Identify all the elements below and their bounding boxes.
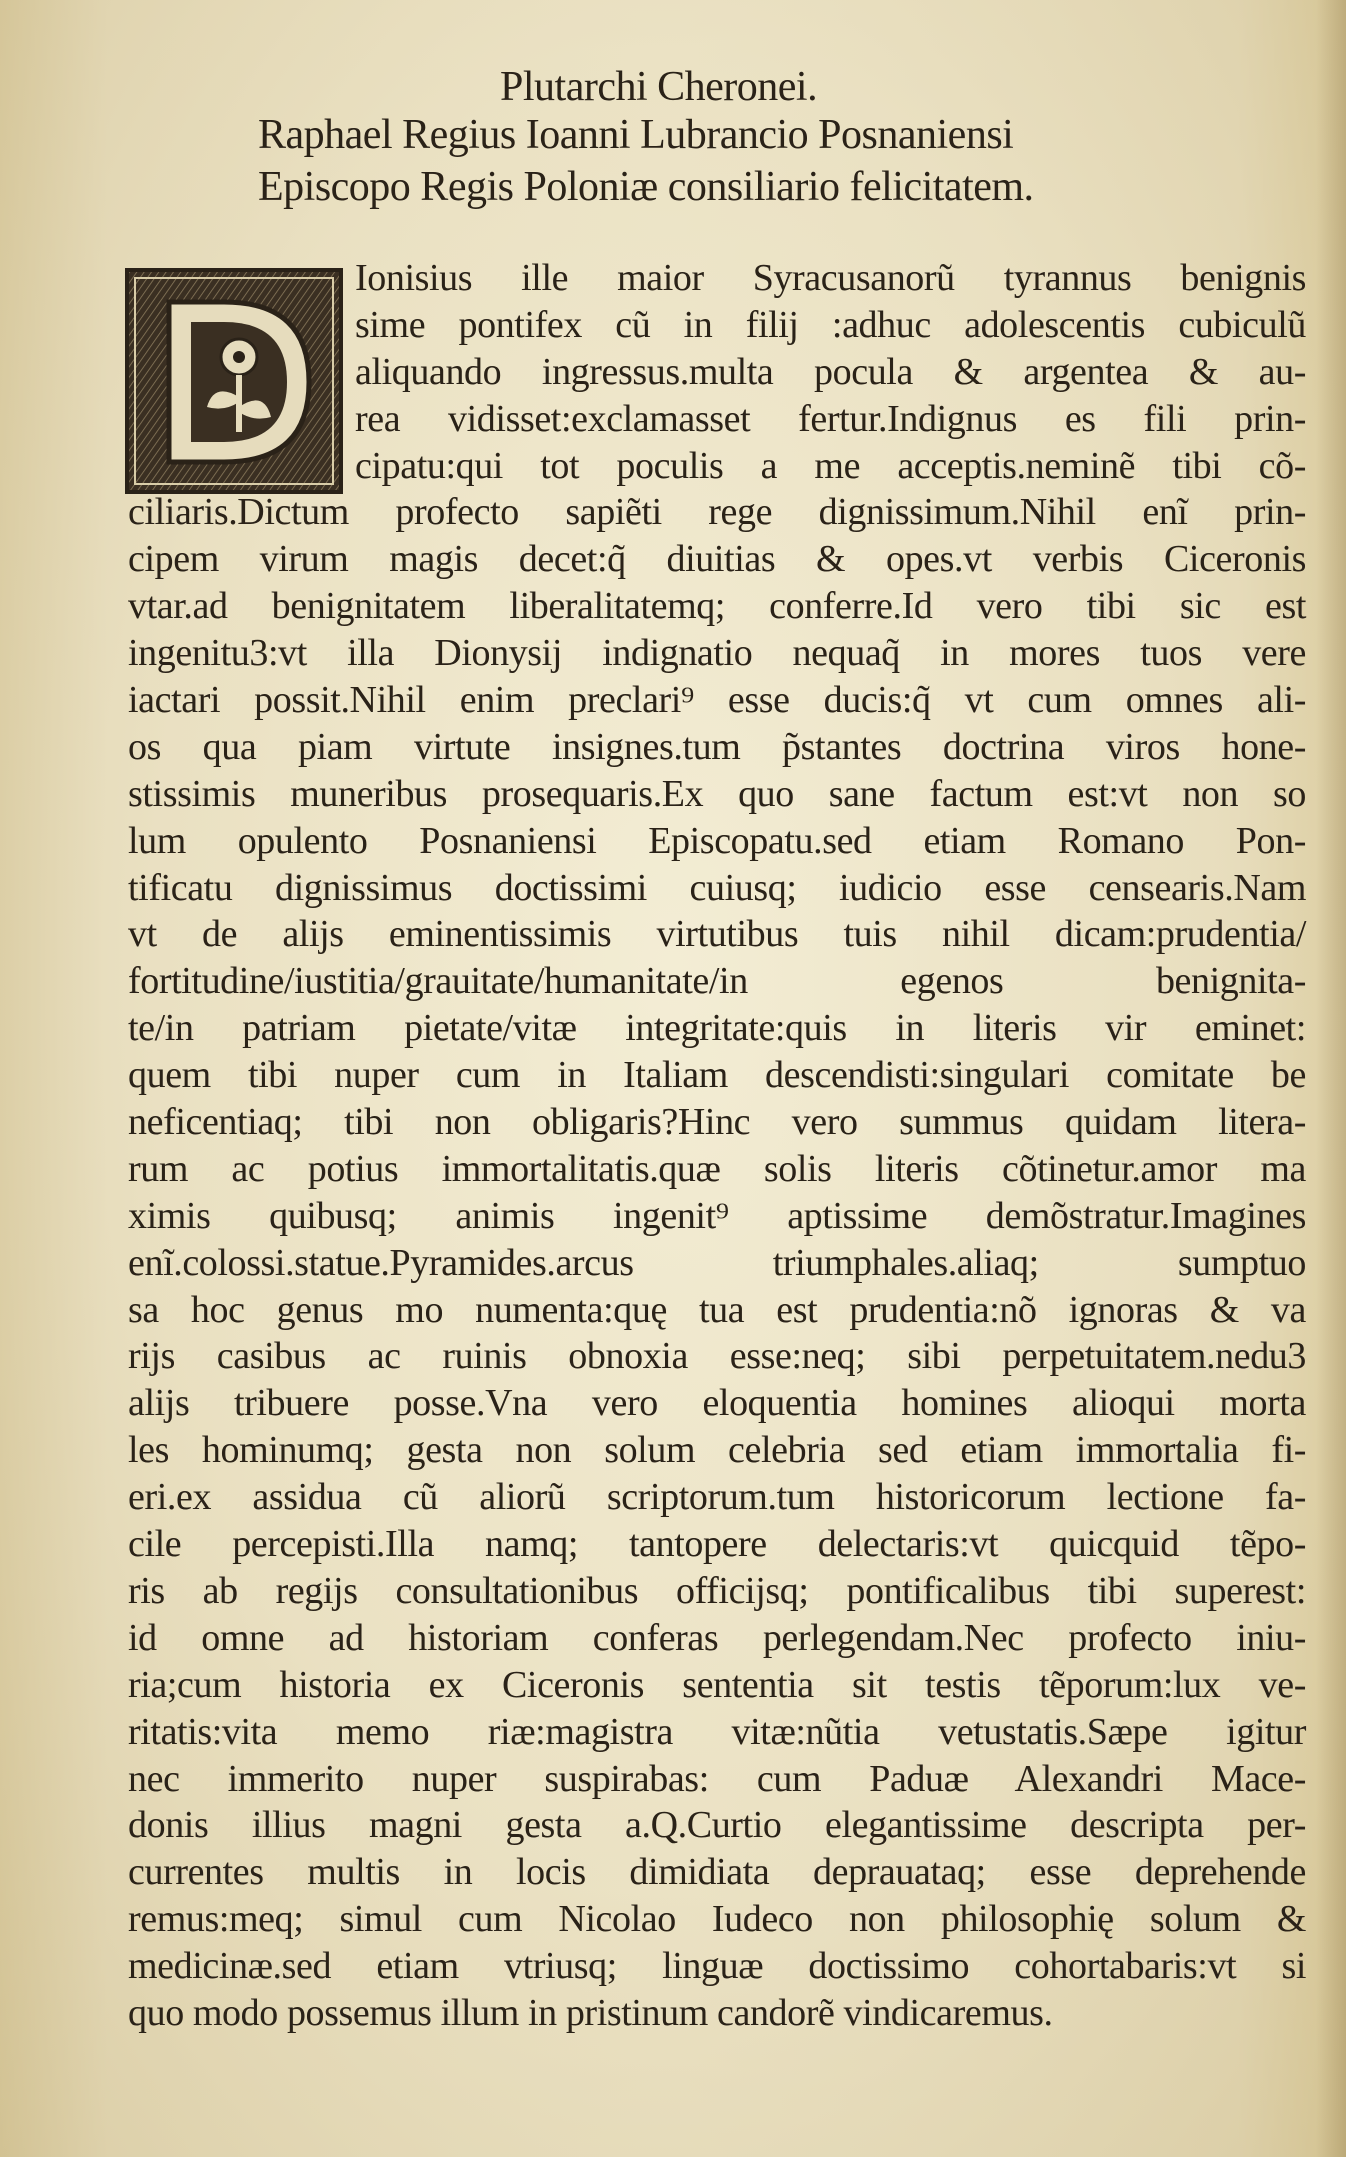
text-line: aliquando ingressus.multa pocula & argentea & au- [355,350,1306,393]
text-line: sa hoc genus mo numenta:quę tua est prudentia:nõ ignoras & va [128,1288,1306,1331]
text-line: currentes multis in locis dimidiata deprauataq; esse deprehende [128,1851,1306,1894]
text-line: neficentiaq; tibi non obligaris?Hinc vero summus quidam litera- [128,1101,1306,1144]
text-line: cipem virum magis decet:q̃ diuitias & opes.vt verbis Ciceronis [128,538,1306,581]
text-line: ciliaris.Dictum profecto sapiẽti rege dignissimum.Nihil enĩ prin- [128,491,1306,534]
page-edge-shadow [1316,0,1346,2157]
text-line: quo modo possemus illum in pristinum candorẽ vindicaremus. [128,1991,1053,2034]
text-line: ximis quibusq; animis ingenit⁹ aptissime demõstratur.Imagines [128,1194,1306,1237]
text-line: enĩ.colossi.statue.Pyramides.arcus triumphales.aliaq; sumptuo [128,1241,1306,1284]
text-line: os qua piam virtute insignes.tum p̃stantes doctrina viros hone- [128,725,1306,768]
text-line: tificatu dignissimus doctissimi cuiusq; iudicio esse censearis.Nam [128,866,1306,909]
text-line: ria;cum historia ex Ciceronis sententia sit testis tẽporum:lux ve- [128,1663,1306,1706]
text-line: Ionisius ille maior Syracusanorũ tyrannus benignis [355,257,1306,299]
text-line: rum ac potius immortalitatis.quæ solis literis cõtinetur.amor ma [128,1147,1306,1190]
text-line: remus:meq; simul cum Nicolao Iudeco non philosophię solum & [128,1898,1306,1941]
text-line: nec immerito nuper suspirabas: cum Paduæ Alexandri Mace- [128,1757,1306,1800]
text-line: rea vidisset:exclamasset fertur.Indignus es fili prin- [355,397,1306,440]
text-line: alijs tribuere posse.Vna vero eloquentia homines alioqui morta [128,1382,1306,1425]
text-line: donis illius magni gesta a.Q.Curtio elegantissime descripta per- [128,1804,1306,1847]
text-line: quem tibi nuper cum in Italiam descendisti:singulari comitate be [128,1054,1306,1097]
text-line: fortitudine/iustitia/grauitate/humanitate/in egenos benignita- [128,960,1306,1003]
text-line: vtar.ad benignitatem liberalitatemq; conferre.Id vero tibi sic est [128,585,1306,628]
text-line: iactari possit.Nihil enim preclari⁹ esse ducis:q̃ vt cum omnes ali- [128,679,1306,722]
text-line: cipatu:qui tot poculis a me acceptis.neminẽ tibi cõ- [355,444,1306,487]
text-line: ris ab regijs consultationibus officijsq; pontificalibus tibi superest: [128,1569,1306,1612]
text-line: te/in patriam pietate/vitæ integritate:quis in literis vir eminet: [128,1007,1306,1050]
text-line: id omne ad historiam conferas perlegendam.Nec profecto iniu- [128,1616,1306,1659]
text-line: medicinæ.sed etiam vtriusq; linguæ doctissimo cohortabaris:vt si [128,1945,1306,1988]
initial-letter-text: D [129,272,130,273]
header-dedication-line-1: Raphael Regius Ioanni Lubrancio Posnaniensi [258,112,1014,158]
text-line: vt de alijs eminentissimis virtutibus tuis nihil dicam:prudentia/ [128,913,1306,956]
header-dedication-line-2: Episcopo Regis Poloniæ consiliario felicitatem. [258,164,1034,210]
body-text [128,255,1306,2037]
header-title: Plutarchi Cheronei. [500,64,818,110]
text-line: les hominumq; gesta non solum celebria sed etiam immortalia fi- [128,1429,1306,1472]
text-line: sime pontifex cũ in filij :adhuc adolescentis cubiculũ [355,303,1306,346]
text-line: lum opulento Posnaniensi Episcopatu.sed etiam Romano Pon- [128,819,1306,862]
text-line: cile percepisti.Illa namq; tantopere delectaris:vt quicquid tẽpo- [128,1523,1306,1566]
text-line: stissimis muneribus prosequaris.Ex quo sane factum est:vt non so [128,772,1306,815]
text-line: ritatis:vita memo riæ:magistra vitæ:nũtia vetustatis.Sæpe igitur [128,1710,1306,1753]
text-line: ingenitu3:vt illa Dionysij indignatio nequaq̃ in mores tuos vere [128,632,1306,675]
text-line: rijs casibus ac ruinis obnoxia esse:neq; sibi perpetuitatem.nedu3 [128,1335,1306,1378]
text-line: eri.ex assidua cũ aliorũ scriptorum.tum historicorum lectione fa- [128,1476,1306,1519]
